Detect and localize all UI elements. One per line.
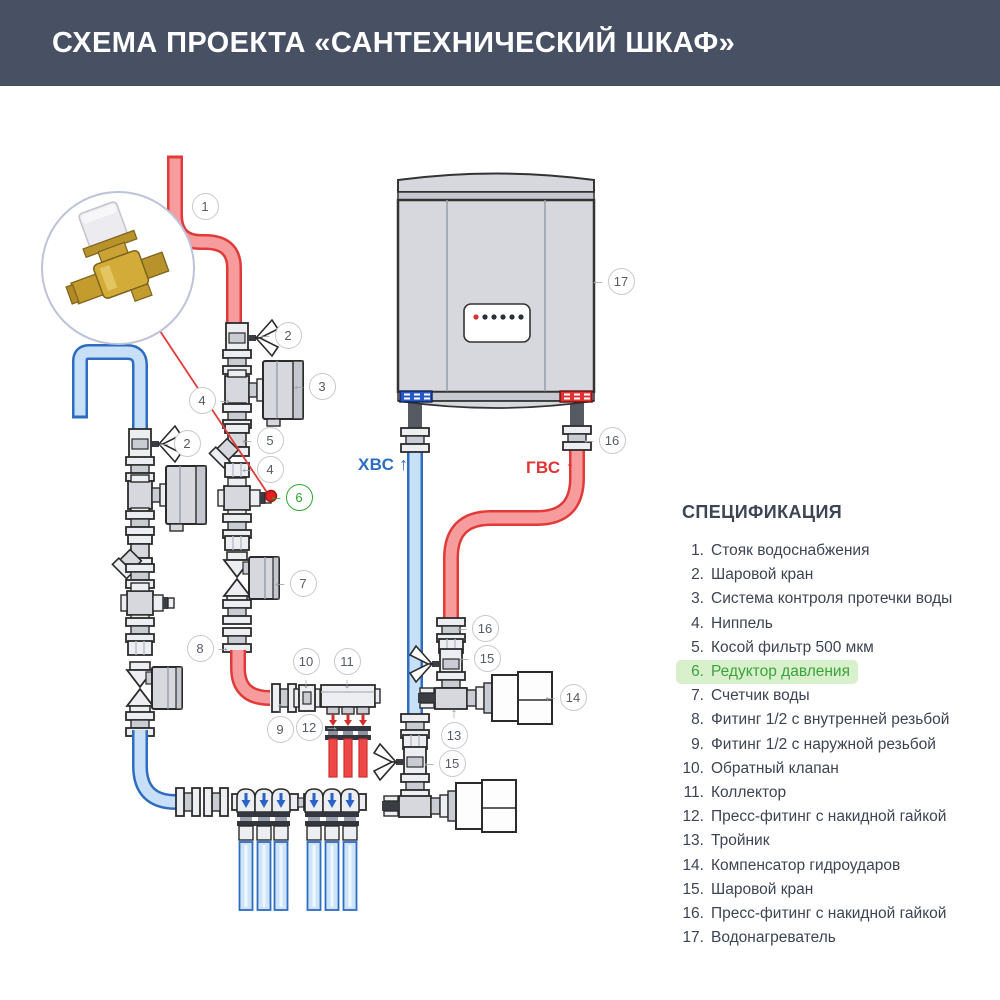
spec-item-label: Ниппель [711, 614, 773, 632]
callout-number: 7 [299, 575, 307, 591]
press-fitting [126, 511, 154, 535]
spec-item-10 [676, 757, 847, 781]
callout-arrow-icon: ↓ [302, 674, 310, 692]
spec-item-label: Счетчик воды [711, 687, 810, 705]
spec-item-label: Пресс-фитинг с накидной гайкой [711, 808, 947, 826]
press-fitting [401, 774, 429, 798]
ball-valve [226, 323, 248, 353]
spec-item-number: 10. [682, 759, 704, 777]
callout-arrow-icon: ↑ [450, 704, 458, 722]
hot-supply-text: ГВС [526, 457, 561, 477]
ball-valve [129, 429, 151, 459]
nipple-fitting [128, 641, 152, 655]
spec-item-label: Редуктор давления [711, 663, 850, 681]
spec-item-17 [676, 926, 844, 950]
callout-number: 8 [196, 640, 204, 656]
spec-item-3 [676, 587, 960, 611]
leak-control-unit [160, 466, 206, 531]
spec-item-label: Пресс-фитинг с накидной гайкой [711, 904, 947, 922]
cold-branch-assembly [374, 714, 516, 832]
collector-outlet [272, 789, 290, 840]
callout-number: 14 [565, 689, 581, 705]
tee-fitting [128, 475, 160, 515]
spec-item-7 [676, 684, 818, 708]
callout-number: 15 [444, 755, 460, 771]
press-fitting [126, 618, 154, 642]
spec-list [676, 539, 960, 950]
tee-stub-cap [382, 796, 400, 816]
collector-outlet [323, 789, 341, 840]
spec-item-12 [676, 805, 954, 829]
heater-control-panel [464, 304, 530, 342]
callout-number: 12 [301, 719, 317, 735]
pressure-reducer [218, 478, 271, 518]
spec-title: СПЕЦИФИКАЦИЯ [682, 502, 843, 522]
callout-number: 15 [479, 650, 495, 666]
callout-number: 5 [266, 432, 274, 448]
spec-item-number: 2. [691, 566, 704, 584]
page-title: СХЕМА ПРОЕКТА «САНТЕХНИЧЕСКИЙ ШКАФ» [52, 26, 736, 59]
callout-number: 16 [604, 432, 620, 448]
spec-item-number: 15. [682, 880, 704, 898]
callout-arrow-icon: ← [257, 325, 273, 343]
spec-item-label: Фитинг 1/2 с наружной резьбой [711, 735, 936, 753]
callout-number: 13 [446, 727, 462, 743]
spec-item-label: Косой фильтр 500 мкм [711, 638, 874, 656]
callout-number: 2 [183, 435, 191, 451]
callout-arrow-icon: ← [454, 618, 470, 636]
water-meter [224, 552, 279, 604]
leak-control-unit [257, 361, 303, 426]
heater-cold-port [408, 401, 422, 431]
spec-item-label: Обратный клапан [711, 759, 839, 777]
callout-arrow-icon: ← [291, 376, 307, 394]
callout-arrow-icon: ← [456, 648, 472, 666]
callout-arrow-icon: ← [272, 573, 288, 591]
callout-number: 2 [284, 327, 292, 343]
heater-cold-inlet [400, 391, 432, 402]
cold-manifold-assembly [176, 788, 366, 910]
spec-item-number: 9. [691, 735, 704, 753]
heater-hot-port [570, 401, 584, 427]
hot-branch-pipe [344, 739, 352, 777]
collector-outlet [305, 789, 323, 840]
press-fitting [272, 684, 296, 712]
callout-number: 3 [318, 378, 326, 394]
spec-item-label: Коллектор [711, 783, 787, 801]
up-arrow-icon: ↑ [565, 457, 575, 477]
hot-branch-pipe [359, 739, 367, 777]
callout-arrow-icon: → [324, 717, 340, 735]
hot-supply-label [526, 457, 575, 478]
press-fitting [176, 788, 200, 816]
tee-fitting [399, 796, 431, 817]
callout-number: 1 [201, 198, 209, 214]
spec-item-15 [676, 878, 821, 902]
spec-item-label: Стояк водоснабжения [711, 542, 870, 560]
press-fitting [223, 600, 251, 624]
callout-arrow-icon: ← [239, 430, 255, 448]
hot-bottom-elbow-pipe [238, 650, 270, 698]
spec-panel [676, 502, 960, 950]
ball-valve [404, 747, 426, 777]
spec-item-5 [676, 636, 882, 660]
spec-item-2 [676, 563, 821, 587]
water-meter [127, 662, 182, 714]
callout-number: 16 [477, 620, 493, 636]
cold-supply-label [358, 454, 408, 475]
valve-handle-icon [248, 320, 278, 356]
callout-arrow-icon: ← [156, 433, 172, 451]
spec-item-1 [676, 539, 877, 563]
spec-item-number: 6. [691, 663, 704, 681]
callout-arrow-icon: ↓ [343, 674, 351, 692]
up-arrow-icon: ↑ [399, 454, 409, 474]
nipple-fitting [225, 536, 249, 550]
tee-fitting [435, 688, 467, 709]
collector-outlet [355, 714, 371, 740]
collector-manifold [321, 685, 380, 714]
spec-item-number: 1. [691, 542, 704, 560]
page-header [0, 0, 1000, 86]
collector-outlet [325, 714, 341, 740]
callout-arrow-icon: ← [590, 271, 606, 289]
collector-outlet [255, 789, 273, 840]
cold-riser-pipe [72, 352, 140, 433]
check-valve [294, 685, 320, 711]
callout-number: 4 [266, 461, 274, 477]
press-fitting [204, 788, 228, 816]
spec-item-label: Фитинг 1/2 с внутренней резьбой [711, 711, 950, 729]
callout-number: 10 [298, 653, 314, 669]
nipple-fitting [225, 463, 249, 477]
collector-outlet [237, 789, 255, 840]
callout-arrow-icon: ↑ [276, 698, 284, 716]
callout-arrow-icon: ← [268, 487, 284, 505]
press-fitting [401, 428, 429, 452]
water-hammer-arrestor [440, 780, 516, 832]
spec-item-label: Система контроля протечки воды [711, 590, 953, 608]
spec-item-8 [676, 708, 957, 732]
callout-arrow-icon: ← [239, 459, 255, 477]
valve-handle-icon [374, 744, 404, 780]
water-heater [398, 174, 594, 432]
callout-number: 4 [198, 392, 206, 408]
spec-item-label: Шаровой кран [711, 880, 814, 898]
cold-bottom-elbow-pipe [140, 730, 176, 802]
callout-arrow-icon: → [215, 638, 231, 656]
water-hammer-arrestor [476, 672, 552, 724]
hot-branch-assembly [410, 618, 552, 724]
spec-item-number: 16. [682, 904, 704, 922]
spec-item-number: 3. [691, 590, 704, 608]
callout-arrow-icon: → [217, 390, 233, 408]
spec-item-number: 12. [682, 808, 704, 826]
tee-stub-cap [418, 688, 436, 708]
cold-riser-assembly [112, 426, 206, 736]
spec-item-number: 7. [691, 687, 704, 705]
callout-number: 9 [276, 721, 284, 737]
spec-item-11 [676, 781, 794, 805]
callout-number: 6 [295, 489, 303, 505]
spec-item-16 [676, 902, 954, 926]
spec-item-9 [676, 733, 944, 757]
spec-item-number: 11. [683, 783, 704, 801]
press-fitting [223, 514, 251, 538]
spec-item-number: 17. [682, 929, 704, 947]
cold-branch-pipes [240, 842, 357, 910]
callout-arrow-icon: ← [421, 753, 437, 771]
valve-handle-icon [151, 426, 181, 462]
spec-item-number: 4. [691, 614, 704, 632]
spec-item-label: Компенсатор гидроударов [711, 856, 901, 874]
spec-item-number: 13. [682, 832, 704, 850]
spec-item-number: 5. [691, 638, 704, 656]
callout-arrow-icon: ← [542, 687, 558, 705]
spec-item-6 [676, 660, 858, 684]
spec-item-14 [676, 853, 908, 877]
spec-item-13 [676, 829, 778, 853]
spec-item-label: Водонагреватель [711, 929, 836, 947]
collector-outlet [341, 789, 359, 840]
spec-item-label: Тройник [711, 832, 770, 850]
heater-hot-outlet [560, 391, 592, 402]
callout-number: 17 [613, 273, 629, 289]
hot-branch-pipe [329, 739, 337, 777]
spec-item-number: 14. [682, 856, 704, 874]
spec-item-4 [676, 612, 781, 636]
callout-arrow-icon: ← [581, 430, 597, 448]
spec-item-number: 8. [691, 711, 704, 729]
pressure-reducer [121, 583, 174, 623]
collector-outlet [340, 714, 356, 740]
reducer-position-marker [266, 491, 277, 502]
cold-supply-text: ХВС [358, 454, 395, 474]
strainer-filter [209, 424, 249, 468]
spec-item-label: Шаровой кран [711, 566, 814, 584]
callout-number: 11 [340, 653, 354, 669]
threaded-fitting [223, 628, 251, 652]
press-fitting [563, 426, 591, 450]
hot-riser-assembly [209, 320, 303, 652]
hot-collector-assembly [272, 684, 380, 777]
